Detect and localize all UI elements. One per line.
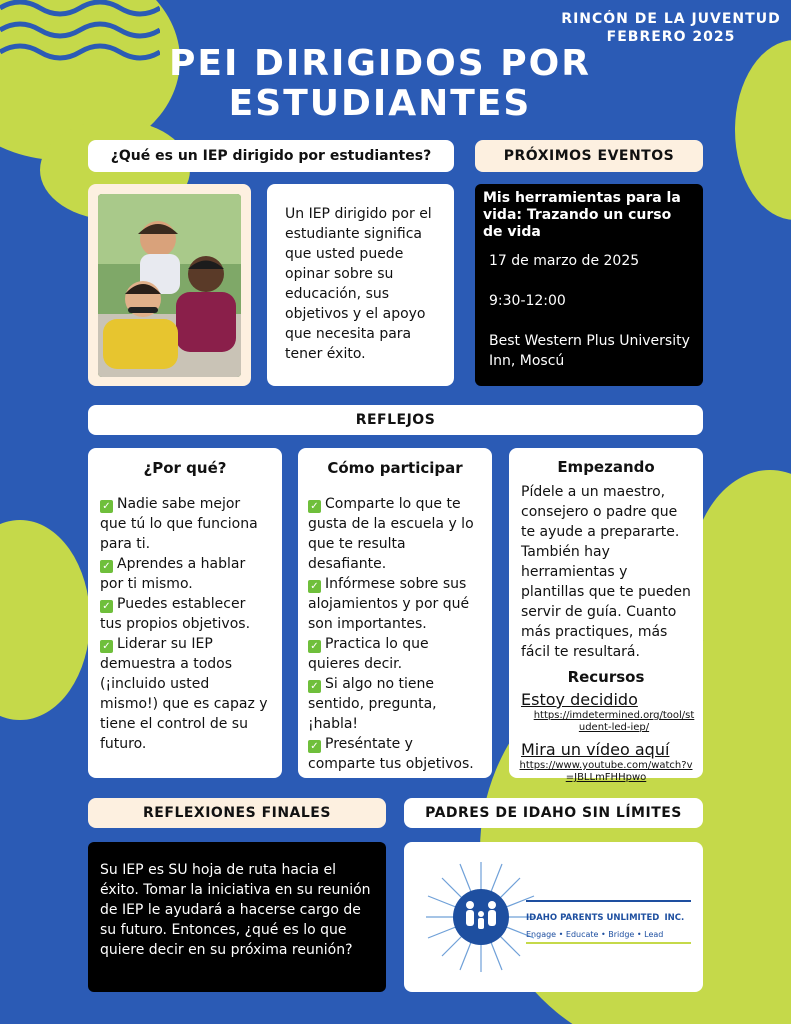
reflejos-heading (88, 405, 703, 435)
event-date: 17 de marzo de 2025 (489, 253, 640, 269)
newsletter-info (551, 10, 791, 46)
parents-heading-text: PADRES DE IDAHO SIN LÍMITES (425, 805, 682, 821)
check-icon: ✓ (100, 500, 113, 513)
check-icon: ✓ (308, 500, 321, 513)
family-logo-icon (426, 862, 536, 972)
how-item: ✓ Preséntate y comparte tus objetivos. (308, 736, 474, 772)
why-card (88, 448, 282, 778)
events-heading (475, 140, 703, 172)
check-icon: ✓ (100, 560, 113, 573)
start-card (509, 448, 703, 783)
event-location: Best Western Plus University Inn, Moscú (489, 333, 690, 369)
how-item: ✓ Practica lo que quieres decir. (308, 636, 429, 672)
event-time: 9:30-12:00 (489, 293, 566, 309)
check-icon: ✓ (308, 680, 321, 693)
link-imdetermined-title[interactable]: Estoy decidido (521, 690, 638, 709)
photo-card (88, 184, 251, 386)
parents-heading (404, 798, 703, 828)
how-item: ✓ Si algo no tiene sentido, pregunta, ¡habla! (308, 676, 437, 732)
newsletter-date: FEBRERO 2025 (606, 29, 736, 45)
logo-suffix: INC. (664, 913, 685, 923)
final-heading-text: REFLEXIONES FINALES (143, 805, 331, 821)
decor-blob-top-right (735, 40, 791, 220)
check-icon: ✓ (308, 580, 321, 593)
event-card (475, 184, 703, 386)
page-title: PEI DIRIGIDOS POR ESTUDIANTES (169, 43, 591, 124)
check-icon: ✓ (308, 740, 321, 753)
how-title: Cómo participar (327, 459, 463, 477)
why-item: ✓ Liderar su IEP demuestra a todos (¡incluido usted mismo!) que es capaz y tiene el control de su futuro. (100, 636, 268, 752)
final-card (88, 842, 386, 992)
resources-title: Recursos (567, 668, 645, 686)
start-title: Empezando (557, 458, 655, 476)
start-text: Pídele a un maestro, consejero o padre que te ayude a prepararte. También hay herramientas y plantillas que te pueden servir de guía. Cuanto más practiques, más fácil te resultará. (521, 484, 691, 660)
reflejos-heading-text: REFLEJOS (355, 412, 436, 428)
events-heading-text: PRÓXIMOS EVENTOS (503, 148, 675, 164)
link-imdetermined-url[interactable]: https://imdetermined.org/tool/student-led-iep/ (533, 710, 695, 733)
check-icon: ✓ (308, 640, 321, 653)
how-item: ✓ Infórmese sobre sus alojamientos y por qué son importantes. (308, 576, 470, 632)
link-video-url[interactable]: https://www.youtube.com/watch?v=JBLLmFHHpwo (519, 760, 693, 783)
why-item: ✓ Aprendes a hablar por ti mismo. (100, 556, 246, 592)
why-item: ✓ Puedes establecer tus propios objetivos. (100, 596, 251, 632)
what-is-text: Un IEP dirigido por el estudiante significa que usted puede opinar sobre su educación, sus objetivos y el apoyo que necesita para tener éxito. (285, 206, 432, 362)
why-title: ¿Por qué? (143, 459, 227, 477)
final-heading (88, 798, 386, 828)
logo-text-block (526, 900, 691, 944)
check-icon: ✓ (100, 600, 113, 613)
what-is-card (267, 184, 454, 386)
newsletter-name: RINCÓN DE LA JUVENTUD (561, 11, 781, 27)
final-text: Su IEP es SU hoja de ruta hacia el éxito. Tomar la iniciativa en su reunión de IEP le ayudará a hacerse cargo de su futuro. Entonces, ¿qué es lo que quiere decir en su próxima reunión? (100, 862, 371, 958)
logo-tagline: Engage • Educate • Bridge • Lead (526, 930, 691, 944)
why-item: ✓ Nadie sabe mejor que tú lo que funciona para ti. (100, 496, 258, 552)
check-icon: ✓ (100, 640, 113, 653)
parents-card (404, 842, 703, 992)
event-title: Mis herramientas para la vida: Trazando un curso de vida (483, 190, 681, 240)
students-photo (98, 194, 241, 377)
what-is-heading-text: ¿Qué es un IEP dirigido por estudiantes? (110, 148, 432, 164)
how-card (298, 448, 492, 778)
logo-name: IDAHO PARENTS UNLIMITED (526, 913, 660, 923)
logo-name-line (526, 900, 691, 924)
link-video-title[interactable]: Mira un vídeo aquí (521, 740, 670, 759)
decor-blob-mid-left (0, 520, 90, 720)
how-item: ✓ Comparte lo que te gusta de la escuela y lo que te resulta desafiante. (308, 496, 474, 572)
what-is-heading (88, 140, 454, 172)
